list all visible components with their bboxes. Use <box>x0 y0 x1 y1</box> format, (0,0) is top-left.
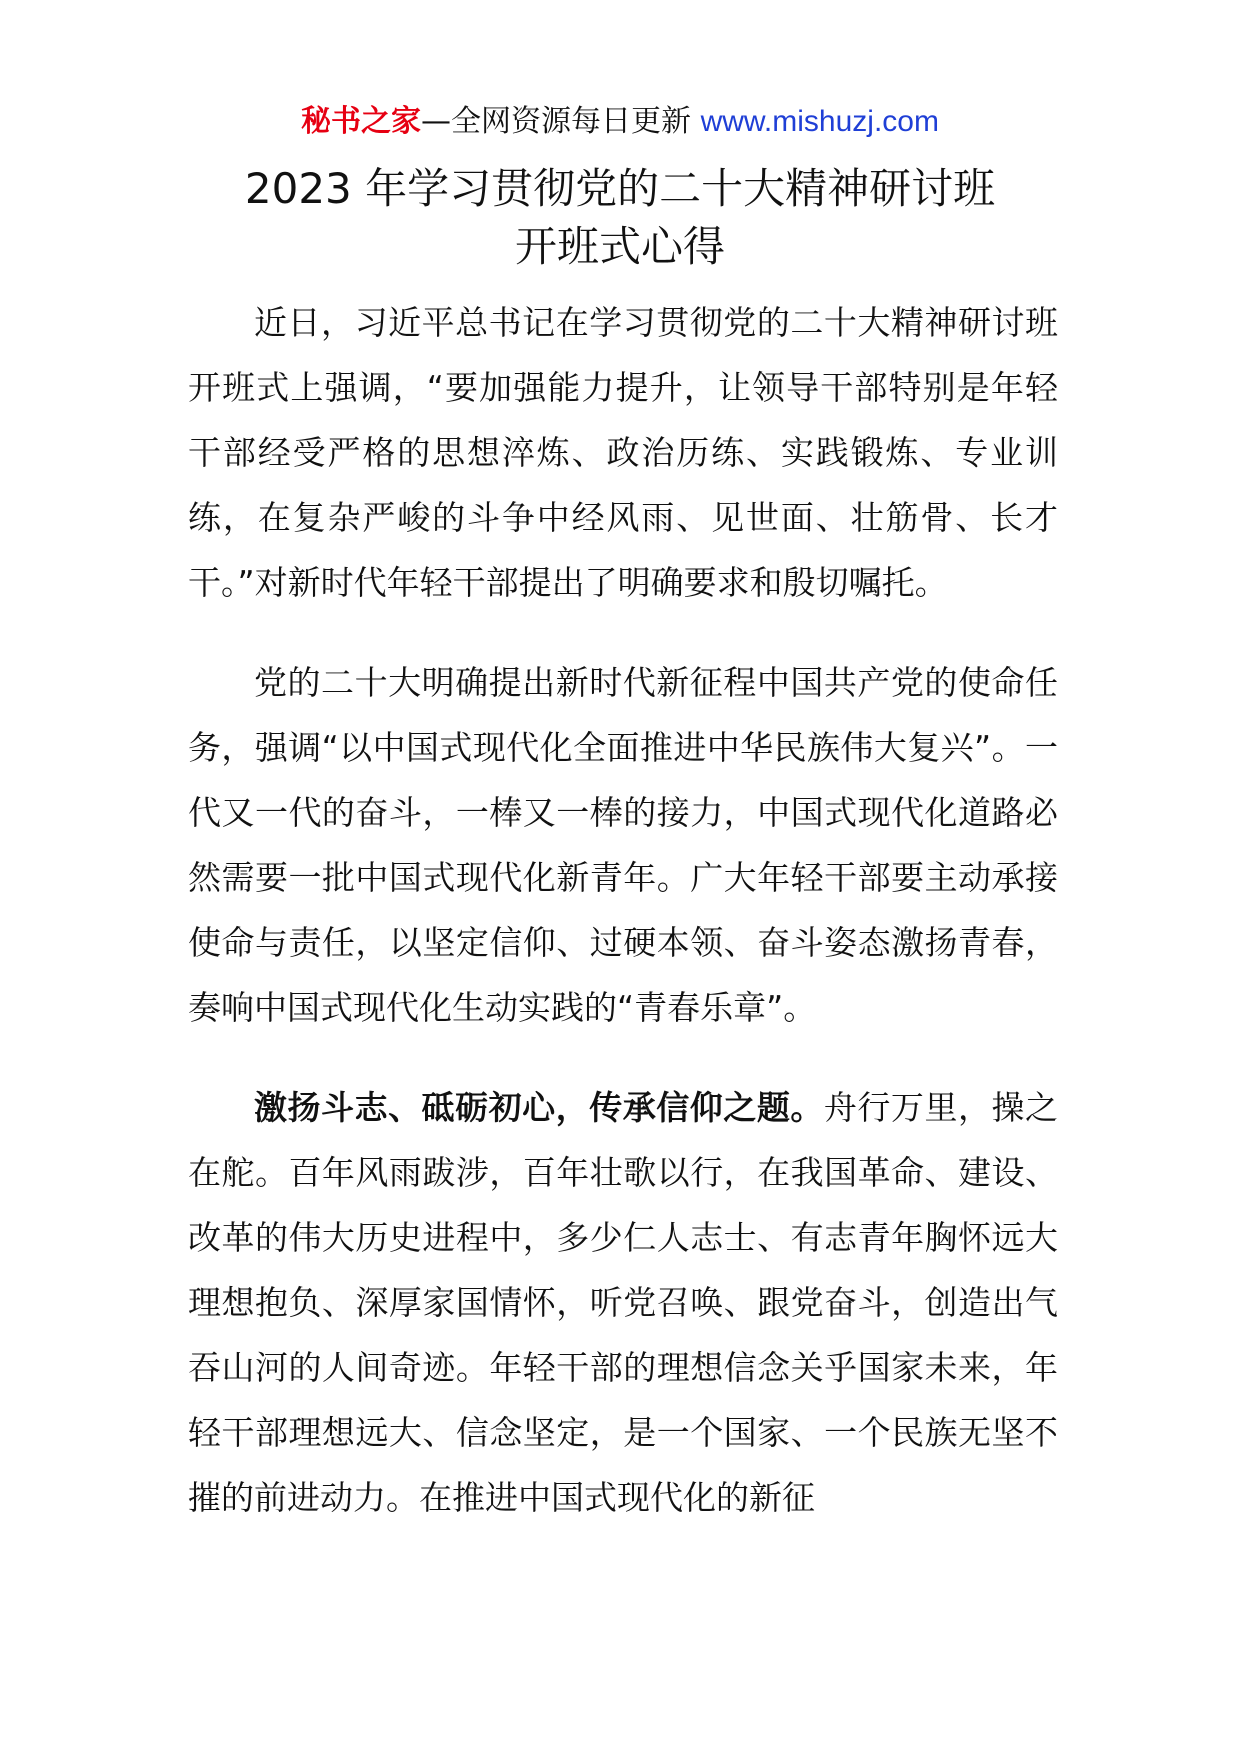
document-body <box>188 290 1058 1530</box>
site-tagline: —全网资源每日更新 <box>421 104 701 139</box>
paragraph-1-text: 近日，习近平总书记在学习贯彻党的二十大精神研讨班开班式上强调，“要加强能力提升，让领导干部特别是年轻干部经受严格的思想淬炼、政治历练、实践锻炼、专业训练，在复杂严峻的斗争中经风雨、见世面、壮筋骨、长才干。”对新时代年轻干部提出了明确要求和殷切嘱托。 <box>188 303 1058 602</box>
paragraph-3-text: 舟行万里，操之在舵。百年风雨跋涉，百年壮歌以行，在我国革命、建设、改革的伟大历史进程中，多少仁人志士、有志青年胸怀远大理想抱负、深厚家国情怀，听党召唤、跟党奋斗，创造出气吞山河的人间奇迹。年轻干部的理想信念关乎国家未来，年轻干部理想远大、信念坚定，是一个国家、一个民族无坚不摧的前进动力。在推进中国式现代化的新征 <box>188 1088 1059 1517</box>
title-line-1: 2023 年学习贯彻党的二十大精神研讨班 <box>244 164 996 213</box>
title-line-2: 开班式心得 <box>514 222 725 271</box>
paragraph-2 <box>188 650 1058 1040</box>
paragraph-3 <box>188 1075 1058 1530</box>
paragraph-2-text: 党的二十大明确提出新时代新征程中国共产党的使命任务，强调“以中国式现代化全面推进中华民族伟大复兴”。一代又一代的奋斗，一棒又一棒的接力，中国式现代化道路必然需要一批中国式现代化新青年。广大年轻干部要主动承接使命与责任，以坚定信仰、过硬本领、奋斗姿态激扬青春，奏响中国式现代化生动实践的“青春乐章”。 <box>188 663 1058 1027</box>
document-title <box>180 160 1060 276</box>
paragraph-1 <box>188 290 1058 615</box>
site-url-link[interactable]: www.mishuzj.com <box>700 105 939 138</box>
site-brand: 秘书之家 <box>301 104 422 139</box>
site-header <box>0 100 1240 144</box>
paragraph-3-lead: 激扬斗志、砥砺初心，传承信仰之题。 <box>254 1088 824 1127</box>
